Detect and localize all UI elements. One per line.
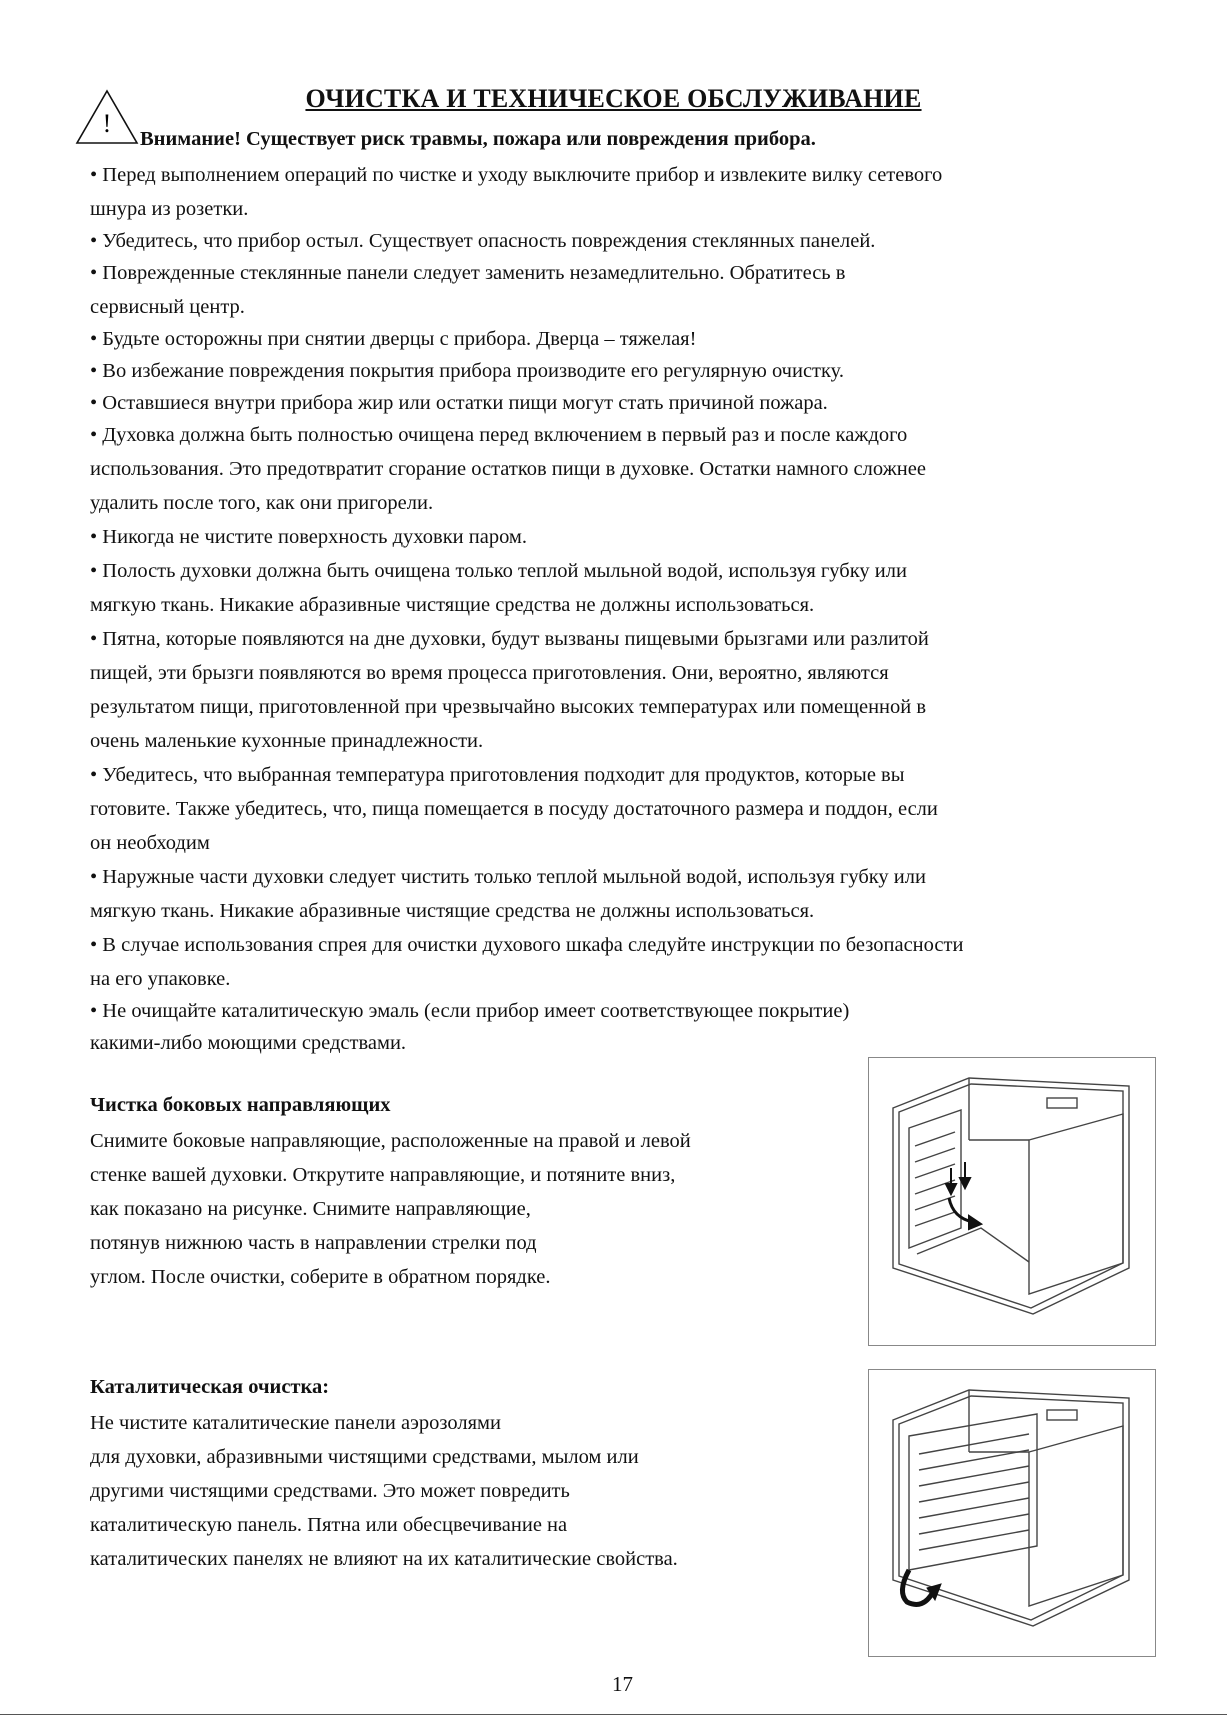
warning-glyph: ! — [102, 109, 112, 138]
section-rails-line-3: как показано на рисунке. Снимите направляющие, — [90, 1198, 531, 1220]
bottom-rule — [0, 1714, 1227, 1715]
oven-rails-illustration — [868, 1057, 1156, 1346]
bullet-2: • Убедитесь, что прибор остыл. Существует опасность повреждения стеклянных панелей. — [90, 230, 876, 252]
bullet-4: • Будьте осторожны при снятии дверцы с прибора. Дверца – тяжелая! — [90, 328, 697, 350]
bullet-10-line-1: • Пятна, которые появляются на дне духовки, будут вызваны пищевыми брызгами или разлитой — [90, 628, 929, 650]
bullet-10-line-3: результатом пищи, приготовленной при чрезвычайно высоких температурах или помещенной в — [90, 696, 927, 718]
bullet-10-line-2: пищей, эти брызги появляются во время процесса приготовления. Они, вероятно, являются — [90, 662, 889, 684]
page-title: ОЧИСТКА И ТЕХНИЧЕСКОЕ ОБСЛУЖИВАНИЕ — [305, 84, 922, 113]
bullet-7-line-3: удалить после того, как они пригорели. — [90, 492, 434, 514]
bullet-3-line-2: сервисный центр. — [90, 296, 245, 318]
bullet-13-line-1: • В случае использования спрея для очистки духового шкафа следуйте инструкции по безопасности — [90, 934, 964, 956]
section-rails-line-4: потянув нижнюю часть в направлении стрелки под — [90, 1232, 537, 1254]
bullet-6: • Оставшиеся внутри прибора жир или остатки пищи могут стать причиной пожара. — [90, 392, 828, 414]
bullet-14-line-2: какими-либо моющими средствами. — [90, 1032, 407, 1054]
warning-text: Внимание! Существует риск травмы, пожара или повреждения прибора. — [140, 128, 816, 150]
section-catalytic-line-3: другими чистящими средствами. Это может повредить — [90, 1480, 570, 1502]
section-catalytic-heading: Каталитическая очистка: — [90, 1376, 330, 1398]
bullet-1-line-1: • Перед выполнением операций по чистке и уходу выключите прибор и извлеките вилку сетевого — [90, 164, 943, 186]
bullet-9-line-2: мягкую ткань. Никакие абразивные чистящие средства не должны использоваться. — [90, 594, 815, 616]
bullet-9-line-1: • Полость духовки должна быть очищена только теплой мыльной водой, используя губку или — [90, 560, 907, 582]
bullet-11-line-1: • Убедитесь, что выбранная температура приготовления подходит для продуктов, которые вы — [90, 764, 905, 786]
bullet-11-line-3: он необходим — [90, 832, 210, 854]
bullet-12-line-1: • Наружные части духовки следует чистить только теплой мыльной водой, используя губку или — [90, 866, 926, 888]
bullet-14-line-1: • Не очищайте каталитическую эмаль (если прибор имеет соответствующее покрытие) — [90, 1000, 850, 1022]
bullet-5: • Во избежание повреждения покрытия прибора производите его регулярную очистку. — [90, 360, 844, 382]
section-rails-line-2: стенке вашей духовки. Открутите направляющие, и потяните вниз, — [90, 1164, 676, 1186]
section-catalytic-line-5: каталитических панелях не влияют на их каталитические свойства. — [90, 1548, 678, 1570]
catalytic-panel-illustration — [868, 1369, 1156, 1657]
bullet-12-line-2: мягкую ткань. Никакие абразивные чистящие средства не должны использоваться. — [90, 900, 815, 922]
warning-triangle-icon — [74, 88, 140, 146]
bullet-1-line-2: шнура из розетки. — [90, 198, 249, 220]
section-catalytic-line-2: для духовки, абразивными чистящими средствами, мылом или — [90, 1446, 639, 1468]
bullet-11-line-2: готовите. Также убедитесь, что, пища помещается в посуду достаточного размера и поддон, если — [90, 798, 938, 820]
bullet-7-line-2: использования. Это предотвратит сгорание остатков пищи в духовке. Остатки намного сложнее — [90, 458, 926, 480]
bullet-8: • Никогда не чистите поверхность духовки паром. — [90, 526, 528, 548]
page-number: 17 — [612, 1672, 633, 1696]
section-catalytic-line-1: Не чистите каталитические панели аэрозолями — [90, 1412, 501, 1434]
section-rails-line-1: Снимите боковые направляющие, расположенные на правой и левой — [90, 1130, 691, 1152]
bullet-3-line-1: • Поврежденные стеклянные панели следует заменить незамедлительно. Обратитесь в — [90, 262, 846, 284]
bullet-10-line-4: очень маленькие кухонные принадлежности. — [90, 730, 484, 752]
section-rails-heading: Чистка боковых направляющих — [90, 1094, 391, 1116]
section-rails-line-5: углом. После очистки, соберите в обратном порядке. — [90, 1266, 551, 1288]
bullet-7-line-1: • Духовка должна быть полностью очищена перед включением в первый раз и после каждого — [90, 424, 908, 446]
bullet-13-line-2: на его упаковке. — [90, 968, 231, 990]
section-catalytic-line-4: каталитическую панель. Пятна или обесцвечивание на — [90, 1514, 568, 1536]
